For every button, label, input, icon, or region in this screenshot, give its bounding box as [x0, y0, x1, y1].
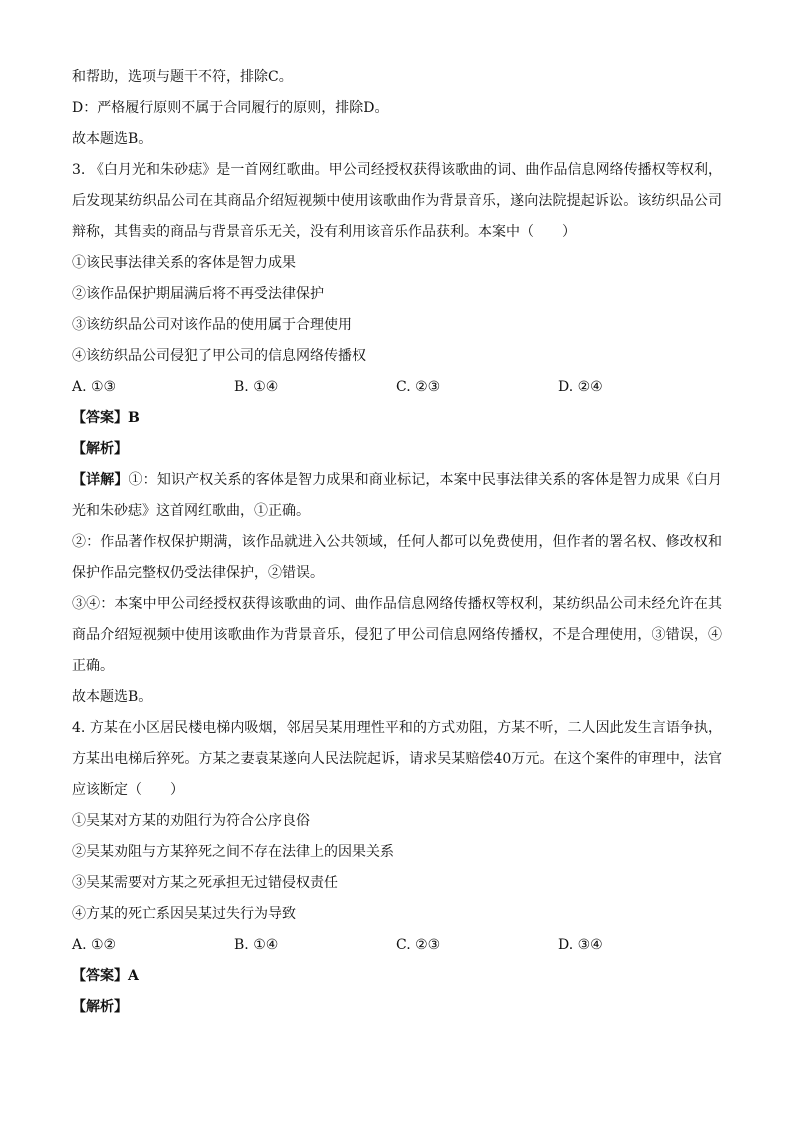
question-4-item: ②吴某劝阻与方某猝死之间不存在法律上的因果关系: [72, 844, 394, 860]
detail-text: ①：知识产权关系的客体是智力成果和商业标记，本案中民事法律关系的客体是智力成果《白月光和朱砂痣》这首网红歌曲，①正确。: [72, 472, 723, 519]
question-3-item: ④该纺织品公司侵犯了甲公司的信息网络传播权: [72, 348, 366, 364]
question-3-stem: 3. 《白月光和朱砂痣》是一首网红歌曲。甲公司经授权获得该歌曲的词、曲作品信息网络传播权等权利，后发现某纺织品公司在其商品介绍短视频中使用该歌曲作为背景音乐，遂向法院提起诉讼。该纺织品公司辩称，其售卖的商品与背景音乐无关，没有利用该音乐作品获利。本案中（ ）: [72, 162, 722, 240]
question-3-item: ②该作品保护期届满后将不再受法律保护: [72, 286, 324, 302]
question-4-options: [72, 930, 722, 961]
question-3-item: ①该民事法律关系的客体是智力成果: [72, 255, 296, 271]
question-3-detail-3: ③④：本案中甲公司经授权获得该歌曲的词、曲作品信息网络传播权等权利，某纺织品公司未经允许在其商品介绍短视频中使用该歌曲作为背景音乐，侵犯了甲公司信息网络传播权，不是合理使用，③错误，④正确。: [72, 596, 722, 674]
option-a: A. ①③: [72, 379, 117, 395]
question-3-detail-1: [72, 465, 722, 527]
option-d: D. ②④: [558, 379, 603, 395]
question-4-item: ①吴某对方某的劝阻行为符合公序良俗: [72, 813, 310, 829]
prev-explanation-line: D：严格履行原则不属于合同履行的原则，排除D。: [72, 100, 389, 116]
option-d: D. ③④: [558, 937, 603, 953]
option-c: C. ②③: [396, 379, 441, 395]
question-4-item: ③吴某需要对方某之死承担无过错侵权责任: [72, 875, 338, 891]
question-3-options: [72, 372, 722, 403]
question-3-conclusion: 故本题选B。: [72, 689, 153, 705]
question-3-analysis-label: 【解析】: [72, 441, 128, 457]
question-3-item: ③该纺织品公司对该作品的使用属于合理使用: [72, 317, 352, 333]
prev-explanation-line: 和帮助，选项与题干不符，排除C。: [72, 69, 293, 85]
question-3-detail-2: ②：作品著作权保护期满，该作品就进入公共领域，任何人都可以免费使用，但作者的署名权、修改权和保护作品完整权仍受法律保护，②错误。: [72, 534, 722, 581]
option-b: B. ①④: [234, 937, 279, 953]
question-3-answer: 【答案】B: [72, 410, 140, 426]
prev-conclusion: 故本题选B。: [72, 131, 153, 147]
option-c: C. ②③: [396, 937, 441, 953]
option-a: A. ①②: [72, 937, 117, 953]
question-4-answer: 【答案】A: [72, 968, 139, 984]
question-4-item: ④方某的死亡系因吴某过失行为导致: [72, 906, 296, 922]
option-b: B. ①④: [234, 379, 279, 395]
detail-label: 【详解】: [72, 472, 129, 488]
document-page: [72, 62, 722, 1023]
question-4-analysis-label: 【解析】: [72, 999, 128, 1015]
question-4-stem: 4. 方某在小区居民楼电梯内吸烟，邻居吴某用理性平和的方式劝阻，方某不听，二人因此发生言语争执，方某出电梯后猝死。方某之妻袁某遂向人民法院起诉，请求吴某赔偿40万元。在这个案件的审理中，法官应该断定（ ）: [72, 720, 722, 798]
